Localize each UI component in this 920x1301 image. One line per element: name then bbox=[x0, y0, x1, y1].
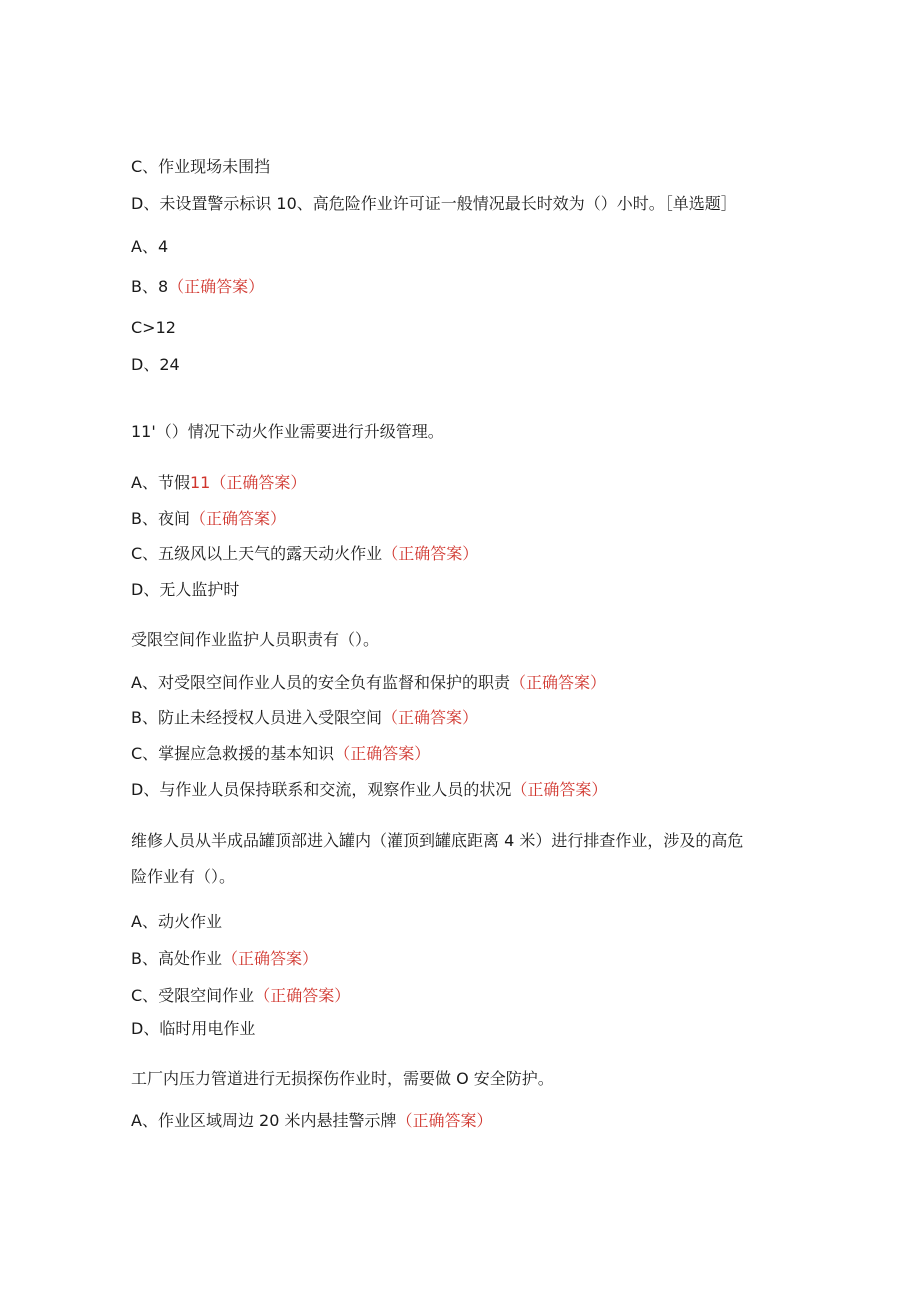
question-line: 维修人员从半成品罐顶部进入罐内（灌顶到罐底距离 4 米）进行排查作业，涉及的高危 bbox=[131, 831, 744, 850]
option-line: D、临时用电作业 bbox=[131, 1019, 256, 1038]
correct-answer-mark: 11（正确答案） bbox=[189, 473, 307, 492]
option-line: B、防止未经授权人员进入受限空间（正确答案） bbox=[131, 708, 478, 727]
correct-answer-mark: （正确答案） bbox=[168, 277, 265, 296]
correct-answer-mark: （正确答案） bbox=[509, 673, 606, 692]
option-line: A、节假11（正确答案） bbox=[131, 473, 307, 492]
question-line: D、未设置警示标识 10、高危险作业许可证一般情况最长时效为（）小时。［单选题］ bbox=[131, 194, 737, 213]
option-line: C、受限空间作业（正确答案） bbox=[131, 986, 351, 1005]
option-line: C>12 bbox=[131, 318, 176, 337]
option-line: D、24 bbox=[131, 355, 180, 374]
correct-answer-mark: （正确答案） bbox=[189, 509, 286, 528]
option-line: B、高处作业（正确答案） bbox=[131, 949, 318, 968]
question-line: 11'（）情况下动火作业需要进行升级管理。 bbox=[131, 422, 444, 441]
correct-answer-mark: （正确答案） bbox=[254, 986, 351, 1005]
option-line: C、作业现场未围挡 bbox=[131, 157, 271, 176]
question-line: 受限空间作业监护人员职责有（）。 bbox=[131, 630, 380, 649]
option-line: D、无人监护时 bbox=[131, 580, 240, 599]
option-line: C、五级风以上天气的露天动火作业（正确答案） bbox=[131, 544, 479, 563]
correct-answer-mark: （正确答案） bbox=[511, 780, 608, 799]
correct-answer-mark: （正确答案） bbox=[396, 1111, 493, 1130]
correct-answer-mark: （正确答案） bbox=[382, 544, 479, 563]
question-line: 工厂内压力管道进行无损探伤作业时，需要做 O 安全防护。 bbox=[131, 1069, 554, 1088]
question-line: 险作业有（）。 bbox=[131, 867, 236, 886]
correct-answer-mark: （正确答案） bbox=[334, 744, 431, 763]
correct-answer-mark: （正确答案） bbox=[221, 949, 318, 968]
option-line: A、动火作业 bbox=[131, 912, 222, 931]
option-line: B、夜间（正确答案） bbox=[131, 509, 286, 528]
correct-answer-mark: （正确答案） bbox=[381, 708, 478, 727]
option-line: D、与作业人员保持联系和交流，观察作业人员的状况（正确答案） bbox=[131, 780, 608, 799]
option-line: A、对受限空间作业人员的安全负有监督和保护的职责（正确答案） bbox=[131, 673, 606, 692]
option-line: C、掌握应急救援的基本知识（正确答案） bbox=[131, 744, 431, 763]
option-line: B、8（正确答案） bbox=[131, 277, 265, 296]
option-line: A、作业区域周边 20 米内悬挂警示牌（正确答案） bbox=[131, 1111, 493, 1130]
option-line: A、4 bbox=[131, 237, 169, 256]
